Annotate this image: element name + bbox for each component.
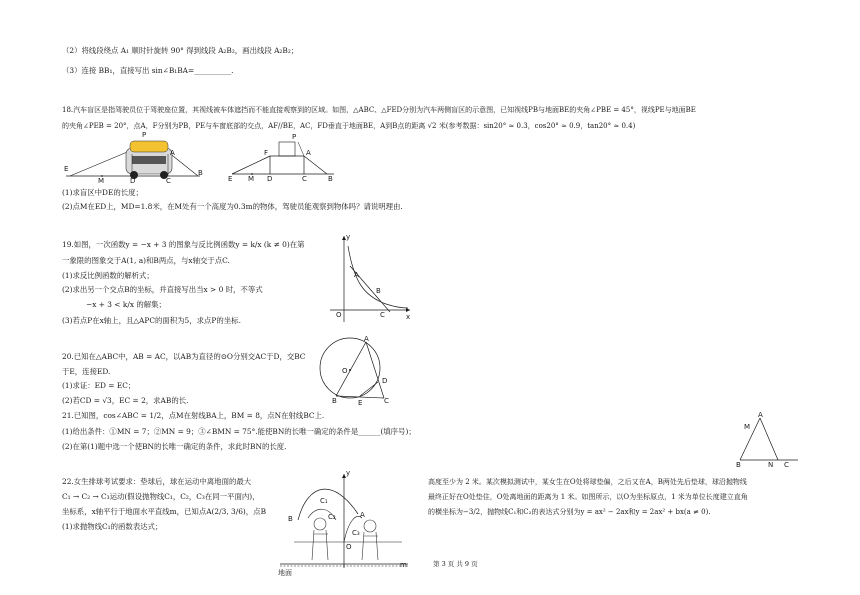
q18-part-2: (2)点M在ED上，MD=1.8米，在M处有一个高度为0.3m的物体，驾驶员能观察到物体吗？请说明理由.: [62, 202, 403, 211]
q19-part-3: (3)若点P在x轴上，且△APC的面积为5，求点P的坐标.: [62, 316, 241, 325]
q22-label-A: A: [360, 511, 365, 519]
q22-right-line-3: 的横坐标为−3/2，抛物线C₁和C₂的表达式分别为y = ax² − 2ax和y = 2ax² + bx(a ≠ 0).: [428, 508, 711, 516]
q22-label-O: O: [346, 543, 352, 551]
q19-part-2b: −x + 3 < k/x 的解集；: [86, 300, 166, 309]
q20-label-O: O: [342, 367, 348, 375]
q22-right-line-2: 最终正好在O处垫住，O处离地面的距离为 1 米。如图所示，以O为坐标原点，1 米为单位长度建立直角: [428, 493, 748, 501]
q21-label-A: A: [758, 411, 763, 419]
q18-label-D: D: [130, 177, 136, 185]
q18-label-M: M: [98, 177, 105, 185]
q21-label-N: N: [768, 461, 774, 469]
q20-label-D: D: [382, 377, 388, 385]
q21-part-1: (1)给出条件：①MN = 7；②MN = 9；③∠BMN = 75°.能使BN的长唯一确定的条件是______(填序号)；: [62, 427, 416, 436]
q19-part-2a: (2)求出另一个交点B的坐标，并直接写出当x > 0 时，不等式: [62, 285, 263, 294]
q19-label-C: C: [380, 311, 385, 319]
q21-part-2: (2)在第(1)题中选一个使BN的长唯一确定的条件，求此时BN的长度.: [62, 442, 287, 451]
q22-axis-y: y: [346, 469, 351, 477]
q18-label2-A: A: [306, 149, 311, 157]
q20-figure-circle: [312, 330, 396, 408]
q21-label-C: C: [784, 461, 789, 469]
q18-label2-D: D: [267, 175, 273, 183]
q20-label-B: B: [332, 397, 337, 405]
q19-figure-graph: [326, 232, 414, 324]
q22-label-C1: C₁: [320, 497, 328, 505]
q18-label2-B: B: [328, 175, 333, 183]
q19-label-O: O: [336, 311, 342, 319]
q21-stem: 21.已知图，cos∠ABC = 1/2，点M在射线BA上，BM = 8，点N在射线BC上.: [62, 411, 325, 420]
q18-label2-C: C: [302, 175, 307, 183]
q18-label2-E: E: [228, 175, 233, 183]
q22-label-C3: C₃: [352, 529, 360, 537]
page-footer: 第 3 页 共 9 页: [433, 560, 478, 568]
q18-label2-P: P: [292, 133, 297, 141]
q20-label-C: C: [384, 397, 389, 405]
q18-stem-line-1: 18.汽车盲区是指驾驶员位于驾驶座位置，其视线被车体遮挡而不能直接观察到的区域。如图，△ABC、△FED分别为汽车两侧盲区的示意图，已知视线PB与地面BE的夹角∠PBE = 45°，视线PE与地面BE: [62, 106, 696, 114]
q19-stem-line-1: 19.如图，一次函数y = −x + 3 的图象与反比例函数y = k/x (k ≠ 0)在第: [62, 240, 305, 249]
q19-axis-y: y: [346, 233, 351, 241]
q18-figure-car: [62, 132, 212, 184]
q17-line-3: （3）连接 BB₁，直接写出 sin∠B₁BA=__________.: [62, 66, 234, 75]
q18-label2-M: M: [248, 175, 255, 183]
q20-part-2: (2)若CD = √3，EC = 2，求AB的长.: [62, 396, 189, 405]
q19-part-1: (1)求反比例函数的解析式；: [62, 271, 154, 280]
q17-line-2: （2）将线段绕点 A₁ 顺时针旋转 90° 得到线段 A₂B₂，画出线段 A₂B₂；: [62, 46, 299, 55]
q21-figure-triangle: [730, 410, 802, 472]
q18-label-A: A: [170, 149, 175, 157]
q22-label-m: m: [400, 561, 407, 569]
q18-part-1: (1)求盲区中DE的长度；: [62, 188, 143, 197]
q21-label-M: M: [744, 423, 751, 431]
q19-stem-line-2: 一象限的图象交于A(1, a)和B两点，与x轴交于点C.: [62, 256, 230, 265]
q22-label-C2: C₂: [328, 513, 336, 521]
q18-label-P: P: [142, 131, 147, 139]
q22-left-line-3: 坐标系，x轴平行于地面水平直线m，已知点A(2/3, 3/6)，点B: [62, 507, 267, 516]
q18-label2-F: F: [264, 149, 269, 157]
q20-stem-line-2: 于E，连接ED.: [62, 367, 111, 376]
q22-right-line-1: 高度至少为 2 米。某次模拟测试中，某女生在O处将球垫偏，之后又在A，B两处先后垫球，球沿抛物线: [428, 478, 747, 486]
q20-label-E: E: [358, 399, 363, 407]
q19-label-A: A: [354, 271, 359, 279]
q18-label-E: E: [64, 165, 69, 173]
q21-label-B: B: [736, 461, 741, 469]
q19-label-B: B: [376, 287, 381, 295]
q22-label-B: B: [288, 515, 293, 523]
q18-figure-triangles: [222, 133, 342, 183]
q19-axis-x: x: [406, 313, 411, 321]
q22-label-ground: 地面: [278, 569, 292, 577]
q22-left-line-1: 22.女生排球考试要求：垫球后，球在运动中离地面的最大: [62, 477, 252, 486]
q20-part-1: (1)求证：ED = EC；: [62, 381, 136, 390]
q18-stem-line-2: 的夹角∠PEB = 20°，点A，F分别为PB，PE与车窗底部的交点，AF//BE，AC，FD垂直于地面BE，A到B点的距离 √2 米(参考数据：sin20° ≈ 0.3，cos20° ≈ 0.9，tan20° ≈ 0.4): [62, 122, 636, 130]
q22-left-line-2: C₁ → C₂ → C₃运动(假设抛物线C₁，C₂，C₃在同一平面内)，: [62, 492, 260, 501]
q22-part-1: (1)求抛物线C₁的函数表达式；: [62, 522, 163, 531]
q22-figure-volleyball: [274, 468, 414, 578]
q18-label-B: B: [198, 169, 203, 177]
q20-label-A: A: [364, 335, 369, 343]
q18-label-C: C: [166, 177, 171, 185]
q20-stem-line-1: 20.已知在△ABC中，AB = AC，以AB为直径的⊙O分别交AC于D，交BC: [62, 352, 306, 361]
